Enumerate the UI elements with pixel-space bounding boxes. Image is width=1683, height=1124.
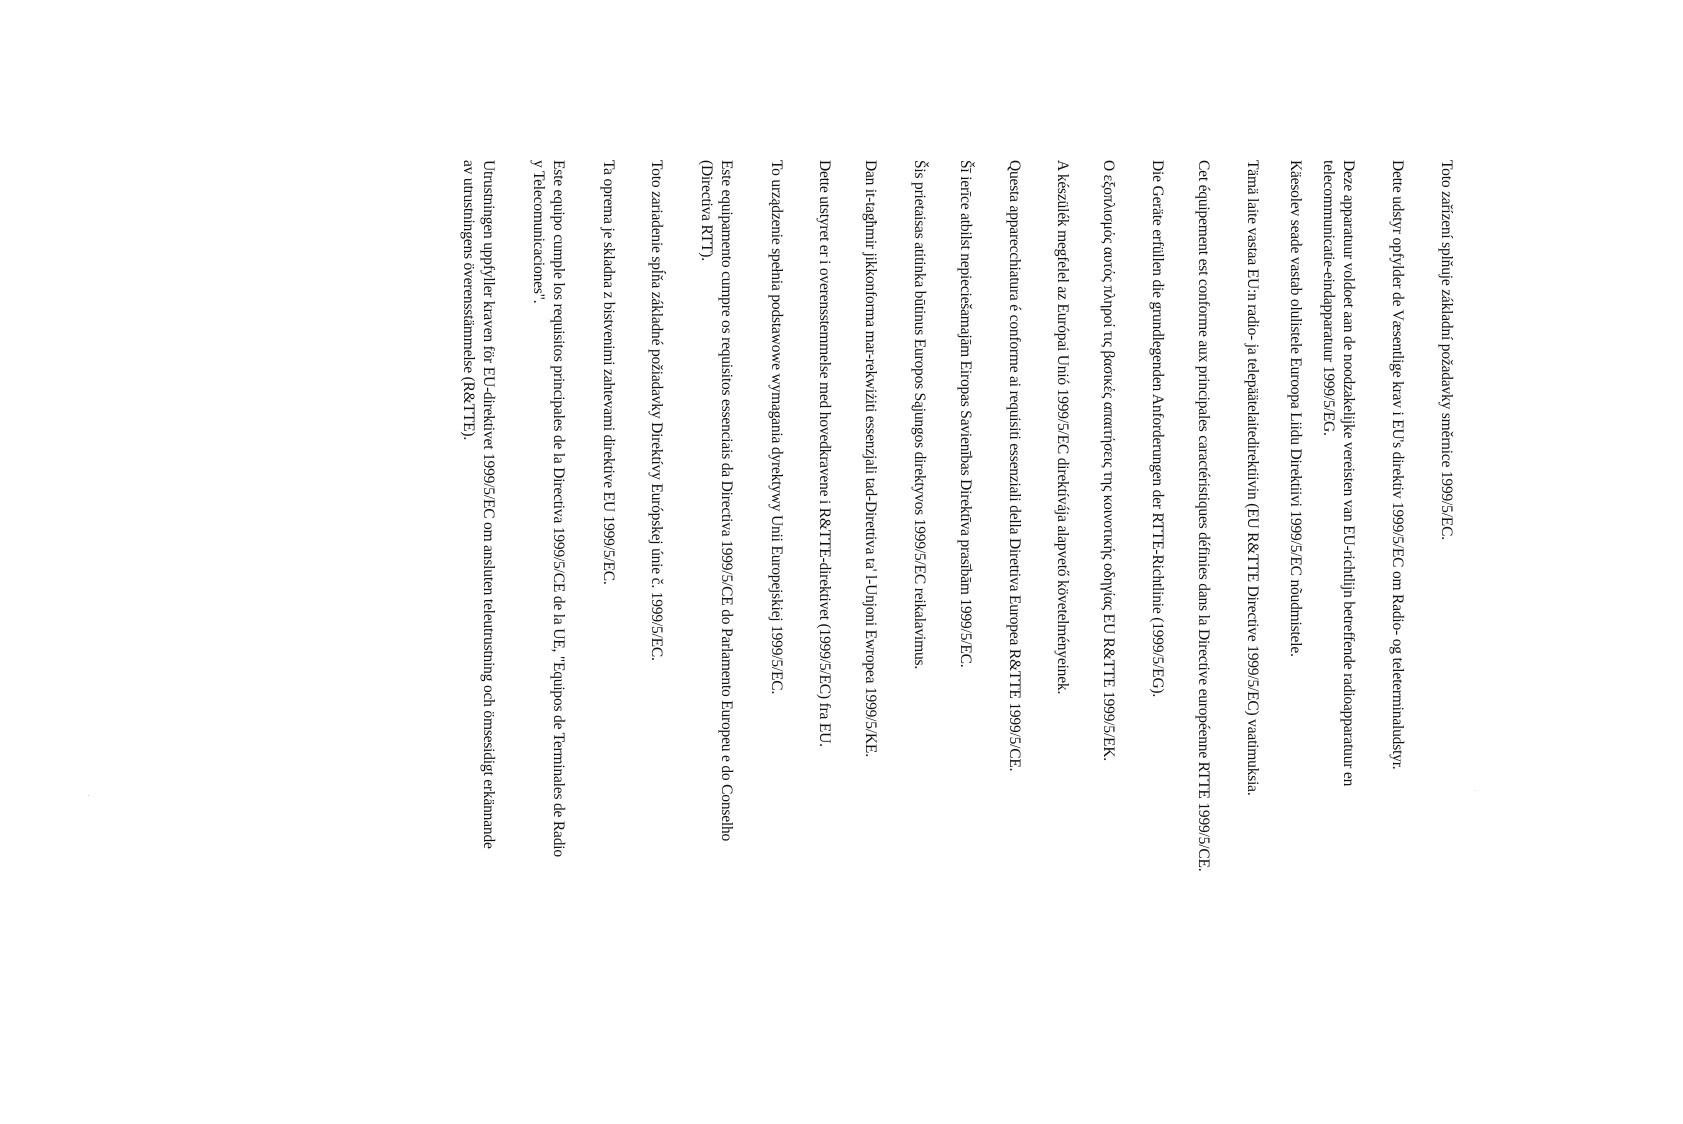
declaration-hu: A készülék megfelel az Európai Unió 1999/5/EC direktívája alapvető követelményeinek. bbox=[1054, 160, 1071, 695]
declaration-da: Dette udstyr opfylder de Væsentlige krav i EU's direktiv 1999/5/EC om Radio- og teleterminaludstyr. bbox=[1389, 160, 1406, 770]
declaration-pt-line-2: (Directiva RTT). bbox=[698, 160, 715, 261]
declaration-de: Die Geräte erfüllen die grundlegenden Anforderungen der RTTE-Richtlinie (1999/5/EG). bbox=[1149, 160, 1166, 698]
declaration-es-line-1: Este equipo cumple los requisitos principales de la Directiva 1999/5/CE de la UE, "Equipos de Terminales de Radio bbox=[550, 160, 567, 857]
declaration-pt-line-1: Este equipamento cumpre os requisitos essenciais da Directiva 1999/5/CE do Parlamento Europeu e do Conselho bbox=[718, 160, 735, 842]
declaration-fi: Tämä laite vastaa EU:n radio- ja telepäätelaitedirektiivin (EU R&TTE Directive 1999/5/EC) vaatimuksia. bbox=[1244, 160, 1261, 796]
declaration-nl-line-2: telecommunicatie-eindapparatuur 1999/5/EG. bbox=[1320, 160, 1337, 436]
declaration-no: Dette utstyret er i overensstemmelse med hovedkravene i R&TTE-direktivet (1999/5/EC) fra EU. bbox=[816, 160, 833, 747]
declaration-pl: To urządzenie spełnia podstawowe wymagania dyrektywy Unii Europejskiej 1999/5/EC. bbox=[768, 160, 785, 695]
declaration-lt: Šis prietaisas atitinka būtinus Europos Sąjungos direktyvos 1999/5/EC reikalavimus. bbox=[911, 160, 928, 670]
declaration-es-line-2: y Telecomunicaciones". bbox=[530, 160, 547, 304]
declaration-it: Questa apparecchiatura é conforme ai requisiti essenziali della Direttiva Europea R&TTE 1999/5/CE. bbox=[1006, 160, 1023, 772]
declaration-sv-line-2: av utrustningens överensstämmelse (R&TTE). bbox=[460, 160, 477, 441]
scan-speck bbox=[88, 795, 89, 796]
declaration-el: Ο εξοπλισμός αυτός πληροί τις βασικές απαιτήσεις της κοινοτικής οδηγίας EU R&TTE 1999/5/ΕΚ. bbox=[1100, 160, 1117, 761]
declaration-mt: Dan it-tagħmir jikkonforma mar-rekwiżiti essenzjali tad-Direttiva ta' l-Unjoni Ewropea 1999/5/KE. bbox=[862, 160, 879, 757]
declaration-sk: Toto zariadenie spĺňa základné požiadavky Direktívy Európskej únie č. 1999/5/EC. bbox=[648, 160, 665, 661]
declaration-lv: Šī ierīce atbilst nepieciešamajām Eiropas Savienības Direktīva prasībām 1999/5/EC. bbox=[957, 160, 974, 668]
declaration-nl-line-1: Deze apparatuur voldoet aan de noodzakelijke vereisten van EU-richtlijn betreffende radioapparatuur en bbox=[1340, 160, 1357, 787]
declaration-cs: Toto zařízení splňuje základní požadavky směrnice 1999/5/EC. bbox=[1438, 160, 1455, 540]
declaration-sv-line-1: Utrustningen uppfyller kraven för EU-direktivet 1999/5/EC om ansluten teleutrustning och ömsesidigt erkännande bbox=[480, 160, 497, 849]
scan-speck bbox=[1475, 790, 1476, 791]
declaration-sl: Ta oprema je skladna z bistvenimi zahtevami direktive EU 1999/5/EC. bbox=[600, 160, 617, 585]
declaration-fr: Cet équipement est conforme aux principales caractéristiques définies dans la Directive européenne RTTE 1999/5/CE. bbox=[1195, 160, 1212, 872]
declaration-et: Käesolev seade vastab olulistele Euroopa Liidu Direktiivi 1999/5/EC nõudmistele. bbox=[1287, 160, 1304, 657]
